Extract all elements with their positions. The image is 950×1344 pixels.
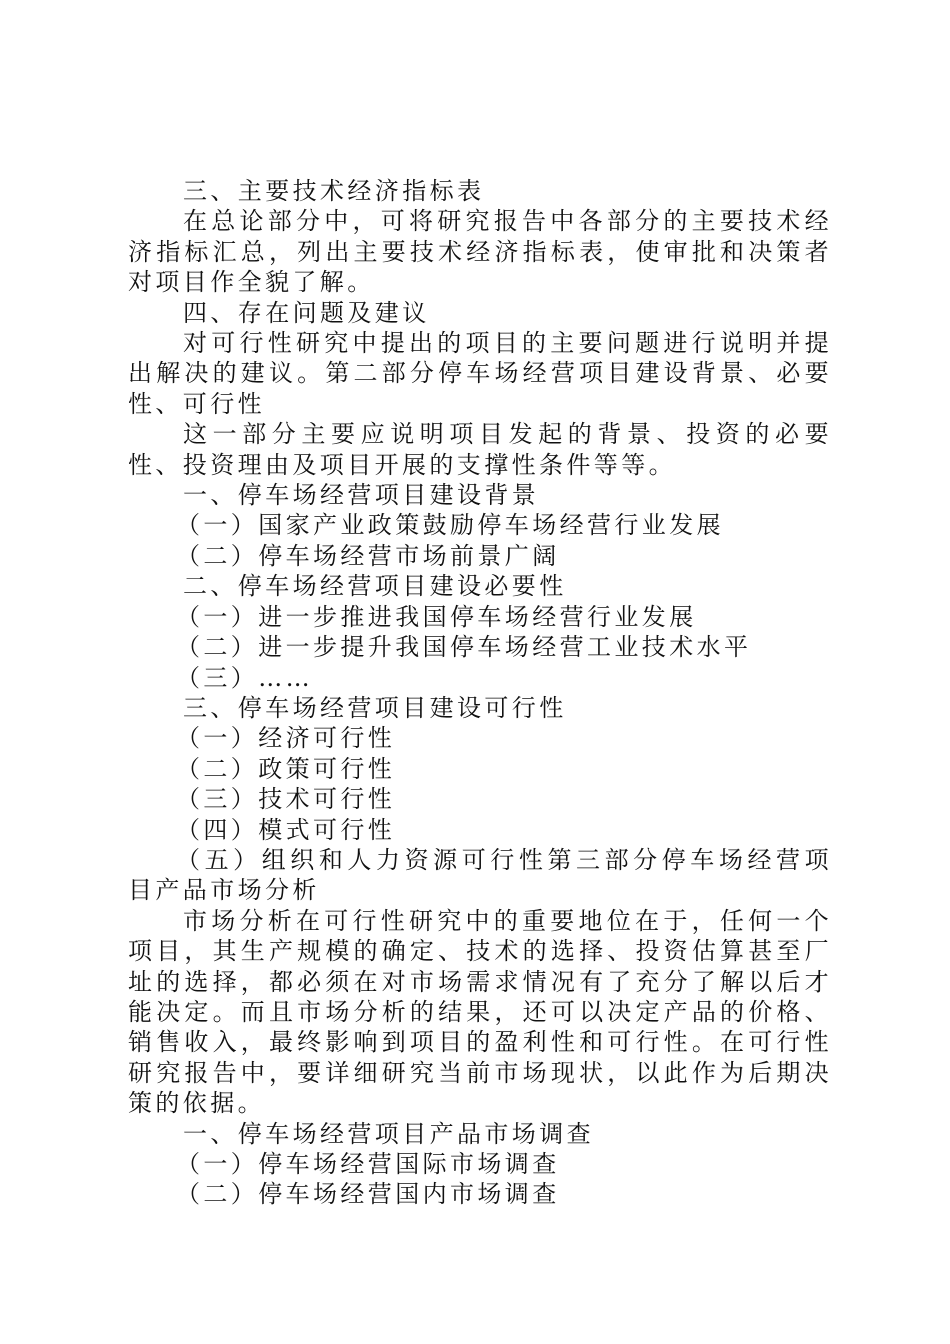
heading-problems-suggestions: 四、存在问题及建议 [183, 298, 430, 327]
heading-main-indicators: 三、主要技术经济指标表 [183, 177, 485, 205]
list-item-necessity-3: （三）…… [176, 663, 313, 692]
list-item-feasibility-2: （二）政策可行性 [176, 754, 396, 783]
paragraph-market-analysis: 市场分析在可行性研究中的重要地位在于，任何一个项目，其生产规模的确定、技术的选择、投资估算甚至厂址的选择，都必须在对市场需求情况有了充分了解以后才能决定。而且市场分析的结果，还可以决定产品的价格、销售收入，最终影响到项目的盈利性和可行性。在可行性研究报告中，要详细研究当前市场现状，以此作为后期决策的依据。 [128, 906, 832, 1118]
list-item-background-2: （二）停车场经营市场前景广阔 [176, 541, 560, 570]
list-item-feasibility-5: （五）组织和人力资源可行性第三部分停车场经营项目产品市场分析 [128, 845, 832, 905]
paragraph-background-intro: 这一部分主要应说明项目发起的背景、投资的必要性、投资理由及项目开展的支撑性条件等等。 [128, 420, 832, 479]
list-item-market-survey-2: （二）停车场经营国内市场调查 [176, 1180, 560, 1209]
heading-market-survey: 一、停车场经营项目产品市场调查 [183, 1119, 594, 1148]
document-body [128, 176, 832, 1210]
list-item-feasibility-1: （一）经济可行性 [176, 724, 396, 753]
heading-background: 一、停车场经营项目建设背景 [183, 481, 540, 510]
list-item-necessity-2: （二）进一步提升我国停车场经营工业技术水平 [176, 633, 752, 662]
heading-feasibility: 三、停车场经营项目建设可行性 [183, 693, 567, 722]
heading-necessity: 二、停车场经营项目建设必要性 [183, 572, 567, 601]
paragraph-indicators-summary: 在总论部分中，可将研究报告中各部分的主要技术经济指标汇总，列出主要技术经济指标表，使审批和决策者对项目作全貌了解。 [128, 207, 832, 297]
list-item-market-survey-1: （一）停车场经营国际市场调查 [176, 1150, 560, 1178]
list-item-background-1: （一）国家产业政策鼓励停车场经营行业发展 [176, 511, 724, 540]
list-item-feasibility-3: （三）技术可行性 [176, 785, 396, 814]
paragraph-problems: 对可行性研究中提出的项目的主要问题进行说明并提出解决的建议。第二部分停车场经营项目建设背景、必要性、可行性 [128, 329, 832, 418]
list-item-necessity-1: （一）进一步推进我国停车场经营行业发展 [176, 602, 697, 631]
list-item-feasibility-4: （四）模式可行性 [176, 815, 396, 844]
